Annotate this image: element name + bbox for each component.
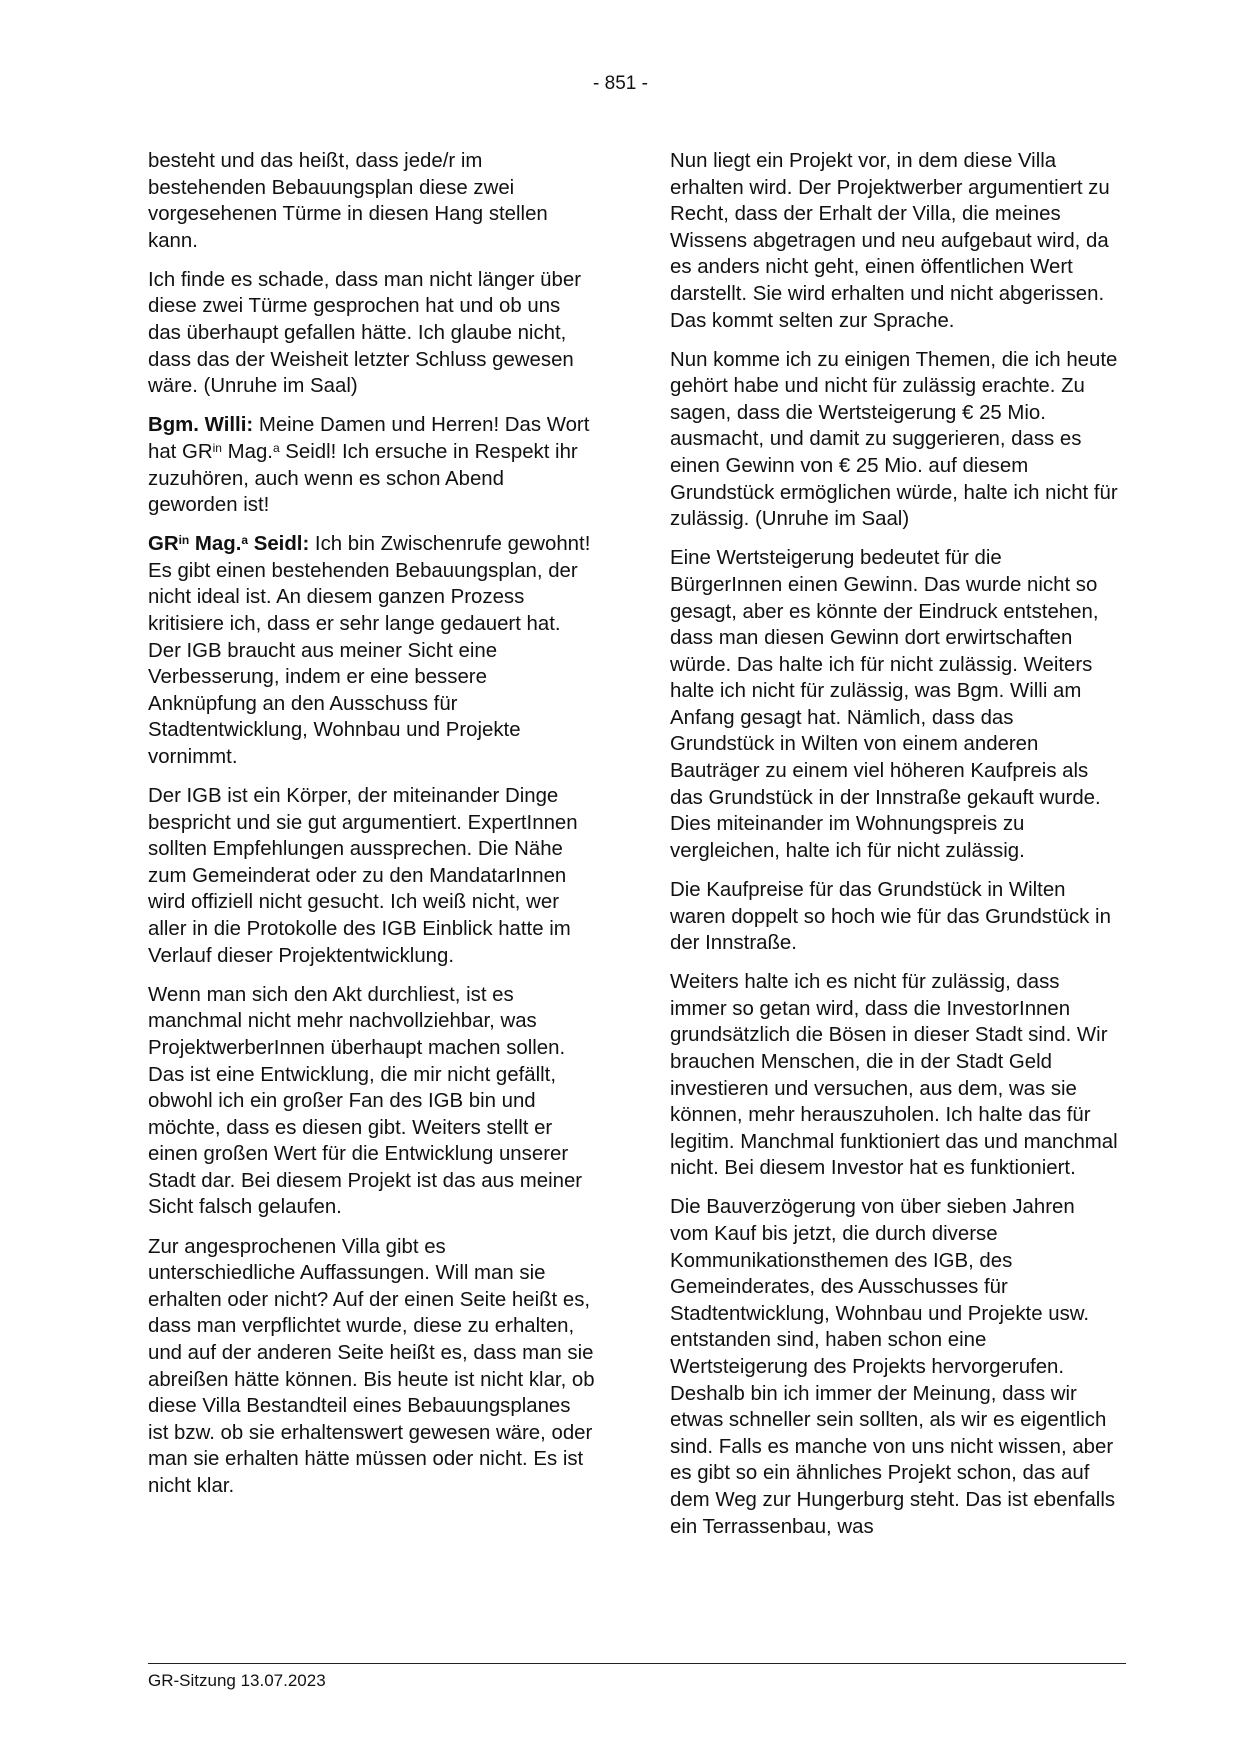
paragraph: Die Bauverzögerung von über sieben Jahren vom Kauf bis jetzt, die durch diverse Kommunikationsthemen des IGB, des Gemeinderates, des Ausschusses für Stadtentwicklung, Wohnbau und Projekte usw. entstanden sind, haben schon eine Wertsteigerung des Projekts hervorgerufen. Deshalb bin ich immer der Meinung, dass wir etwas schneller sein sollten, als wir es eigentlich sind. Falls es manche von uns nicht wissen, aber es gibt so ein ähnliches Projekt schon, das auf dem Weg zur Hungerburg steht. Das ist ebenfalls ein Terrassenbau, was (670, 1196, 1116, 1538)
paragraph: Weiters halte ich es nicht für zulässig, dass immer so getan wird, dass die InvestorInnen grundsätzlich die Bösen in dieser Stadt sind. Wir brauchen Menschen, die in der Stadt Geld investieren und versuchen, aus dem, was sie können, mehr herauszuholen. Ich halte das für legitim. Manchmal funktioniert das und manchmal nicht. Bei diesem Investor hat es funktioniert. (670, 971, 1118, 1180)
paragraph: Nun liegt ein Projekt vor, in dem diese Villa erhalten wird. Der Projektwerber argumentiert zu Recht, dass der Erhalt der Villa, die meines Wissens abgetragen und neu aufgebaut wird, da es anders nicht geht, einen öffentlichen Wert darstellt. Sie wird erhalten und nicht abgerissen. Das kommt selten zur Sprache. (670, 150, 1110, 332)
paragraph: Zur angesprochenen Villa gibt es unterschiedliche Auffassungen. Will man sie erhalten oder nicht? Auf der einen Seite heißt es, dass man verpflichtet wurde, diese zu erhalten, und auf der anderen Seite heißt es, dass man sie abreißen hätte können. Bis heute ist nicht klar, ob diese Villa Bestandteil eines Bebauungsplanes ist bzw. ob sie erhaltenswert gewesen wäre, oder man sie erhalten hätte müssen oder nicht. Es ist nicht klar. (148, 1235, 595, 1497)
speaker-name: Bgm. Willi: (148, 414, 254, 437)
paragraph (148, 412, 596, 518)
right-column (670, 148, 1118, 1553)
speaker-name-part: Mag. (189, 533, 242, 556)
paragraph: Eine Wertsteigerung bedeutet für die BürgerInnen einen Gewinn. Das wurde nicht so gesagt, aber es könnte der Eindruck entstehen, dass man diesen Gewinn dort erwirtschaften würde. Das halte ich für nicht zulässig. Weiters halte ich nicht für zulässig, was Bgm. Willi am Anfang gesagt hat. Nämlich, dass das Grundstück in Wilten von einem anderen Bauträger zu einem viel höheren Kaufpreis als das Grundstück in der Innstraße gekauft wurde. Dies miteinander im Wohnungspreis zu vergleichen, halte ich für nicht zulässig. (670, 547, 1101, 862)
paragraph-text: Seidl! Ich ersuche in Respekt ihr zuzuhören, auch wenn es schon Abend geworden ist! (148, 440, 578, 517)
superscript: in (178, 533, 190, 548)
paragraph: Ich finde es schade, dass man nicht länger über diese zwei Türme gesprochen hat und ob uns das überhaupt gefallen hätte. Ich glaube nicht, dass das der Weisheit letzter Schluss gewesen wäre. (Unruhe im Saal) (148, 268, 581, 398)
speaker-name-part: GR (148, 533, 179, 556)
superscript: a (241, 533, 249, 548)
paragraph: Der IGB ist ein Körper, der miteinander Dinge bespricht und sie gut argumentiert. ExpertInnen sollten Empfehlungen aussprechen. Die Nähe zum Gemeinderat oder zu den MandatarInnen wird offiziell nicht gesucht. Ich weiß nicht, wer aller in die Protokolle des IGB Einblick hatte im Verlauf dieser Projektentwicklung. (148, 785, 578, 967)
paragraph-text: Ich bin Zwischenrufe gewohnt! Es gibt einen bestehenden Bebauungsplan, der nicht ideal ist. An diesem ganzen Prozess kritisiere ich, dass er sehr lange gedauert hat. Der IGB braucht aus meiner Sicht eine Verbesserung, indem er eine bessere Anknüpfung an den Ausschuss für Stadtentwicklung, Wohnbau und Projekte vornimmt. (148, 533, 591, 768)
page-number: - 851 - (593, 73, 648, 94)
footer-divider (148, 1663, 1126, 1664)
footer-session-date: GR-Sitzung 13.07.2023 (148, 1671, 326, 1690)
paragraph: Nun komme ich zu einigen Themen, die ich heute gehört habe und nicht für zulässig erachte. Zu sagen, dass die Wertsteigerung € 25 Mio. ausmacht, und damit zu suggerieren, dass es einen Gewinn von € 25 Mio. auf diesem Grundstück ermöglichen würde, halte ich nicht für zulässig. (Unruhe im Saal) (670, 348, 1118, 531)
superscript: in (212, 440, 222, 455)
left-column (148, 148, 596, 1512)
paragraph-text: Mag. (221, 440, 273, 463)
paragraph: besteht und das heißt, dass jede/r im bestehenden Bebauungsplan diese zwei vorgesehenen Türme in diesen Hang stellen kann. (148, 150, 548, 252)
paragraph-text: Meine Damen und Herren! Das Wort hat GR (148, 414, 590, 463)
superscript: a (272, 440, 280, 455)
paragraph: Die Kaufpreise für das Grundstück in Wilten waren doppelt so hoch wie für das Grundstück in der Innstraße. (670, 878, 1111, 955)
speaker-name (148, 533, 309, 555)
paragraph (148, 531, 596, 770)
paragraph: Wenn man sich den Akt durchliest, ist es manchmal nicht mehr nachvollziehbar, was ProjektwerberInnen überhaupt machen sollen. Das ist eine Entwicklung, die mir nicht gefällt, obwohl ich ein großer Fan des IGB bin und möchte, dass es diesen gibt. Weiters stellt er einen großen Wert für die Entwicklung unserer Stadt dar. Bei diesem Projekt ist das aus meiner Sicht falsch gelaufen. (148, 983, 583, 1219)
speaker-name-part: Seidl: (248, 533, 310, 556)
